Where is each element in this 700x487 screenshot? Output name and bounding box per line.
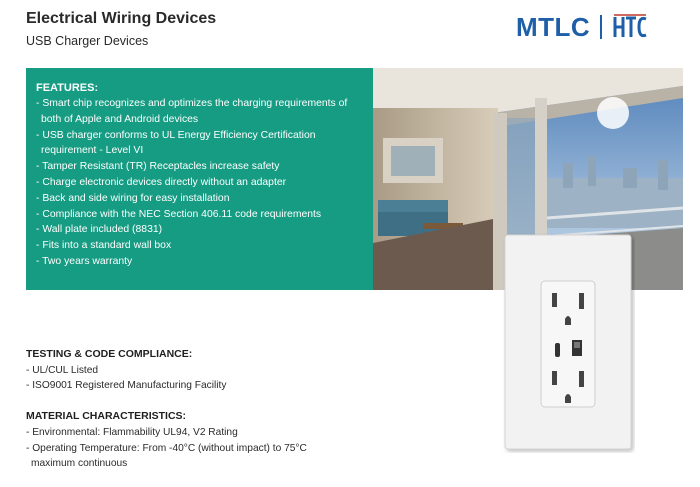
feature-item: - Back and side wiring for easy installation xyxy=(36,192,230,204)
logo-text: MTLC xyxy=(516,11,591,42)
htc-logo-mark xyxy=(612,13,648,41)
feature-item: - Compliance with the NEC Section 406.11 code requirements xyxy=(36,208,322,220)
feature-item: - Smart chip recognizes and optimizes the charging requirements of xyxy=(36,98,348,109)
features-heading: FEATURES: xyxy=(36,82,99,94)
feature-item: - Fits into a standard wall box xyxy=(36,240,172,252)
material-item: - Operating Temperature: From -40°C (without impact) to 75°C xyxy=(26,443,307,454)
features-panel xyxy=(26,68,373,290)
feature-item: requirement - Level VI xyxy=(41,145,144,157)
feature-item: - Two years warranty xyxy=(36,255,133,267)
testing-item: - ISO9001 Registered Manufacturing Facility xyxy=(26,380,227,391)
feature-item: - Charge electronic devices directly without an adapter xyxy=(36,176,287,188)
testing-item: - UL/CUL Listed xyxy=(26,365,99,376)
brand-logo xyxy=(516,10,648,44)
material-item: - Environmental: Flammability UL94, V2 Rating xyxy=(26,427,238,438)
page-title: Electrical Wiring Devices xyxy=(26,10,217,27)
feature-item: - Wall plate included (8831) xyxy=(36,224,163,236)
logo-divider xyxy=(600,15,602,39)
features-list xyxy=(36,96,363,270)
page-subtitle: USB Charger Devices xyxy=(26,34,149,48)
feature-item: - USB charger conforms to UL Energy Efficiency Certification xyxy=(36,129,316,141)
feature-item: - Tamper Resistant (TR) Receptacles increase safety xyxy=(36,161,280,173)
testing-heading: TESTING & CODE COMPLIANCE: xyxy=(26,348,193,360)
material-heading: MATERIAL CHARACTERISTICS: xyxy=(26,410,187,422)
usb-receptacle-product xyxy=(503,233,635,453)
feature-item: both of Apple and Android devices xyxy=(41,113,199,125)
material-item: maximum continuous xyxy=(31,458,128,469)
